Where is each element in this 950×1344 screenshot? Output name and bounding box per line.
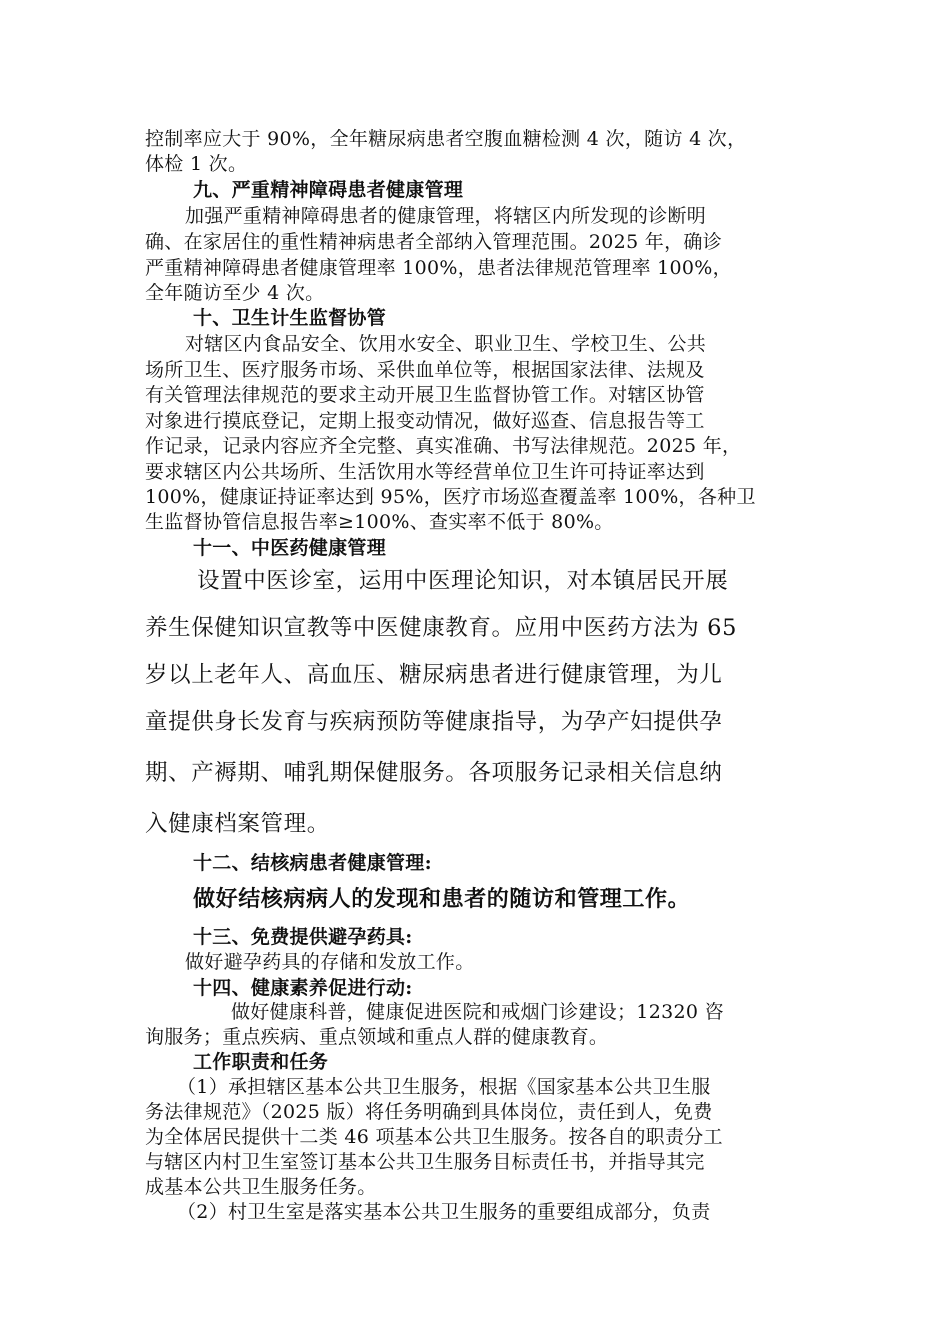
- body-line: 生监督协管信息报告率≥100%、查实率不低于 80%。: [145, 511, 614, 533]
- body-line: 加强严重精神障碍患者的健康管理，将辖区内所发现的诊断明: [185, 205, 707, 227]
- body-line: 场所卫生、医疗服务市场、采供血单位等，根据国家法律、法规及: [145, 359, 705, 381]
- body-line: 养生保健知识宣教等中医健康教育。应用中医药方法为 65: [145, 615, 737, 641]
- body-line: 为全体居民提供十二类 46 项基本公共卫生服务。按各自的职责分工: [145, 1126, 723, 1148]
- body-line: 确、在家居住的重性精神病患者全部纳入管理范围。2025 年，确诊: [145, 231, 722, 253]
- section-heading-9: 九、严重精神障碍患者健康管理: [193, 179, 464, 201]
- body-line: 作记录，记录内容应齐全完整、真实准确、书写法律规范。2025 年，: [145, 435, 742, 457]
- body-line: 询服务；重点疾病、重点领域和重点人群的健康教育。: [145, 1026, 609, 1048]
- body-line: 与辖区内村卫生室签订基本公共卫生服务目标责任书，并指导其完: [145, 1151, 705, 1173]
- body-line: 童提供身长发育与疾病预防等健康指导，为孕产妇提供孕: [145, 709, 723, 735]
- body-line: 控制率应大于 90%，全年糖尿病患者空腹血糖检测 4 次，随访 4 次，: [145, 128, 747, 150]
- body-line: 100%，健康证持证率达到 95%，医疗市场巡查覆盖率 100%，各种卫: [145, 486, 756, 508]
- body-line: 对辖区内食品安全、饮用水安全、职业卫生、学校卫生、公共: [185, 333, 707, 355]
- section-heading-10: 十、卫生计生监督协管: [193, 307, 387, 329]
- body-line: 做好结核病病人的发现和患者的随访和管理工作。: [193, 886, 691, 912]
- body-line: 有关管理法律规范的要求主动开展卫生监督协管工作。对辖区协管: [145, 384, 705, 406]
- body-line: 严重精神障碍患者健康管理率 100%，患者法律规范管理率 100%，: [145, 257, 732, 279]
- section-heading-duties: 工作职责和任务: [193, 1051, 329, 1073]
- section-heading-11: 十一、中医药健康管理: [193, 537, 387, 559]
- section-heading-14: 十四、健康素养促进行动:: [193, 977, 413, 999]
- section-heading-13: 十三、免费提供避孕药具:: [193, 926, 413, 948]
- section-heading-12: 十二、结核病患者健康管理:: [193, 852, 432, 874]
- body-line: 要求辖区内公共场所、生活饮用水等经营单位卫生许可持证率达到: [145, 461, 705, 483]
- body-line: 做好避孕药具的存储和发放工作。: [185, 951, 475, 973]
- body-line: 体检 1 次。: [145, 153, 248, 175]
- body-line: 设置中医诊室，运用中医理论知识，对本镇居民开展: [197, 568, 729, 594]
- body-line: 入健康档案管理。: [145, 811, 330, 837]
- body-line: （2）村卫生室是落实基本公共卫生服务的重要组成部分，负责: [177, 1201, 711, 1223]
- body-line: （1）承担辖区基本公共卫生服务，根据《国家基本公共卫生服: [177, 1076, 711, 1098]
- body-line: 务法律规范》（2025 版）将任务明确到具体岗位，责任到人，免费: [145, 1101, 713, 1123]
- body-line: 成基本公共卫生服务任务。: [145, 1176, 377, 1198]
- body-line: 期、产褥期、哺乳期保健服务。各项服务记录相关信息纳: [145, 760, 723, 786]
- body-line: 对象进行摸底登记，定期上报变动情况，做好巡查、信息报告等工: [145, 410, 705, 432]
- body-line: 做好健康科普，健康促进医院和戒烟门诊建设；12320 咨: [231, 1001, 724, 1023]
- body-line: 岁以上老年人、高血压、糖尿病患者进行健康管理，为儿: [145, 662, 723, 688]
- body-line: 全年随访至少 4 次。: [145, 282, 325, 304]
